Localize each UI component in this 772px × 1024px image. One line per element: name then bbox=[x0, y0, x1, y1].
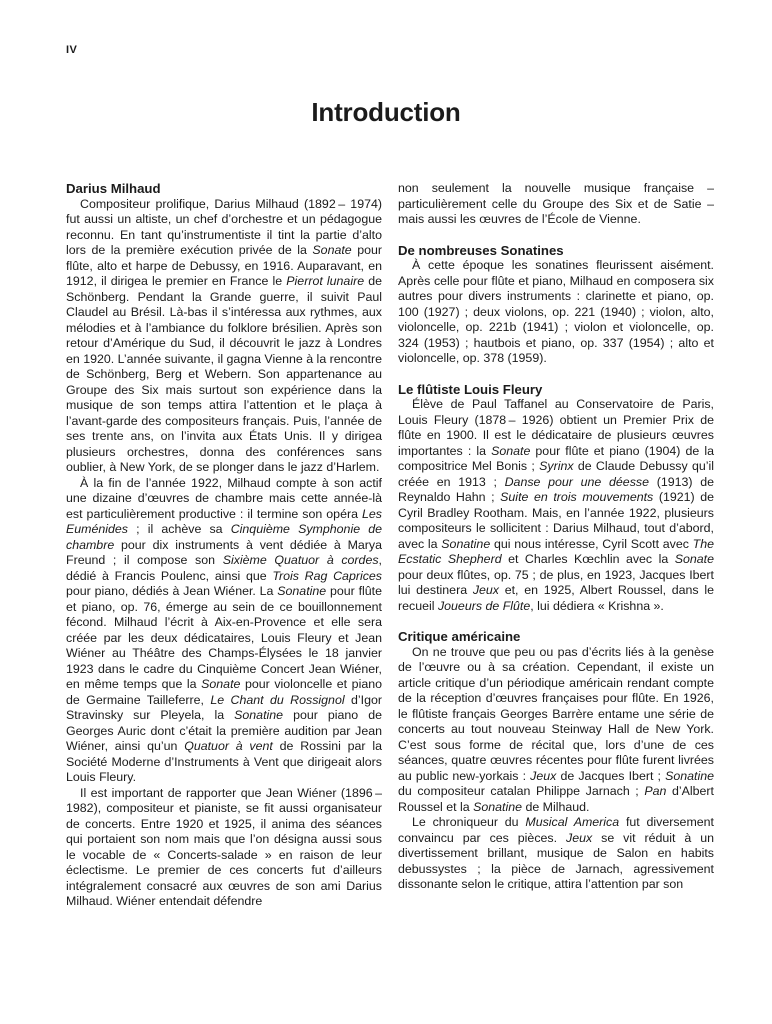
section-heading: Le flûtiste Louis Fleury bbox=[398, 381, 543, 397]
italic-text-run: Sonatine bbox=[473, 799, 522, 814]
text-run: pour dix instruments à vent dédiée à Marya Freund ; il compose son bbox=[66, 537, 382, 567]
text-run: du compositeur catalan Philippe Jarnach ; bbox=[398, 784, 645, 798]
italic-text-run: Jeux bbox=[530, 768, 557, 783]
page-number: IV bbox=[66, 44, 78, 56]
italic-text-run: Sonatine bbox=[441, 536, 491, 551]
text-run: Le chroniqueur du bbox=[412, 815, 526, 829]
italic-text-run: Pierrot lunaire bbox=[286, 274, 365, 288]
text-run: pour violoncelle et piano de Germaine Tailleferre, bbox=[66, 677, 382, 707]
paragraph bbox=[398, 397, 714, 614]
text-run: À la fin de l’année 1922, Milhaud compte à son actif une dizaine d’œuvres de chambre mais cette année-là est particulièrement productive : il termine son opéra bbox=[66, 475, 382, 521]
text-run: de Claude Debussy qu’il créée en 1913 ; bbox=[398, 459, 714, 489]
paragraph bbox=[398, 181, 714, 228]
text-run: pour piano de Georges Auric dont c’était la première audition par Jean Wiéner, ainsi qu’un bbox=[66, 708, 382, 753]
text-run: et, en 1925, Albert Roussel, dans le recueil bbox=[398, 583, 714, 613]
text-run: de Schönberg. Pendant la Grande guerre, il suivit Paul Claudel au Brésil. Là-bas il s’intéressa aux rythmes, aux mélodies et à l’ambiance du folklore brésilien. Après son retour d’Amérique du Sud, il découvrit le jazz à Londres en 1920. L’année suivante, il gagna Vienne à la rencontre de Schönberg, Berg et Webern. Son appartenance au Groupe des Six mais surtout son expérience dans la musique de son temps attira l’attention et le plaça à l’avant-garde des compositeurs français. Puis, l’année de ses trente ans, on l’invita aux États Unis. Il y dirigea plusieurs orchestres, donna des conférences sans oublier, à New York, de se plonger dans le jazz d’Harlem. bbox=[66, 274, 382, 474]
text-run: fut diversement convaincu par ces pièces. bbox=[398, 815, 714, 845]
italic-text-run: Cinquième Symphonie de chambre bbox=[66, 522, 383, 552]
text-run: de Jacques Ibert ; bbox=[556, 768, 666, 783]
text-run: pour flûte et piano (1904) de la compositrice Mel Bonis ; bbox=[398, 443, 714, 473]
text-run: de Rossini par la Société Moderne d’Instruments à Vent que dirigeait alors Louis Fleury. bbox=[66, 739, 382, 784]
text-run: pour flûte, alto et harpe de Debussy, en 1916. Auparavant, en 1912, il dirigea le premier en France le bbox=[66, 243, 382, 288]
italic-text-run: Pan bbox=[644, 784, 667, 798]
italic-text-run: Sonate bbox=[201, 677, 241, 691]
italic-text-run: Jeux bbox=[472, 583, 499, 597]
text-run: pour deux flûtes, op. 75 ; de plus, en 1923, Jacques Ibert lui destinera bbox=[398, 567, 714, 597]
italic-text-run: Joueurs de Flûte bbox=[437, 598, 531, 613]
italic-text-run: Sonatine bbox=[277, 584, 327, 598]
text-run: non seulement la nouvelle musique française – particulièrement celle du Groupe des Six et de Satie – mais aussi les œuvres de l’École de Vienne. bbox=[398, 181, 714, 226]
text-run: (1913) de Reynaldo Hahn ; bbox=[398, 474, 714, 504]
text-run: de Milhaud. bbox=[522, 799, 590, 814]
left-column bbox=[66, 181, 382, 910]
paragraph bbox=[66, 476, 382, 786]
text-run: d’Albert Roussel et la bbox=[398, 784, 714, 814]
italic-text-run: Sixième Quatuor à cordes bbox=[222, 553, 379, 567]
two-column-layout bbox=[66, 181, 714, 910]
italic-text-run: Trois Rag Caprices bbox=[272, 568, 382, 583]
text-run: , dédié à Francis Poulenc, ainsi que bbox=[66, 553, 382, 583]
italic-text-run: Le Chant du Rossignol bbox=[210, 692, 345, 707]
italic-text-run: Sonatine bbox=[234, 708, 284, 722]
text-run: (1921) de Cyril Bradley Rootham. Mais, en l’année 1922, plusieurs compositeurs le sollicitent : Darius Milhaud, tout d’abord, avec la bbox=[398, 490, 714, 551]
italic-text-run: Musical America bbox=[525, 815, 620, 829]
paragraph bbox=[66, 197, 382, 476]
italic-text-run: Sonate bbox=[674, 552, 714, 566]
text-run: se vit réduit à un divertissement brillant, musique de Salon en habits debussystes ; la pièce de Jarnach, agressivement dissonante selon le critique, attira l’attention par son bbox=[398, 830, 715, 891]
paragraph bbox=[398, 645, 714, 816]
right-column bbox=[398, 181, 714, 910]
text-run: On ne trouve que peu ou pas d’écrits liés à la genèse de l’œuvre ou à sa création. Cependant, il existe un article critique d’un périodique américain rendant compte de la réception d’œuvres françaises pour flûte. En 1926, le flûtiste français Georges Barrère entame une série de concerts au tout nouveau Steinway Hall de New York. C’est sous forme de récital que, lors d’une de ces séances, quatre œuvres récentes pour flûte furent livrées au public new-yorkais : bbox=[398, 644, 714, 783]
text-run: Compositeur prolifique, Darius Milhaud (1892 – 1974) fut aussi un altiste, un chef d’orchestre et un pédagogue reconnu. En tant qu’instrumentiste il tint la partie d’alto lors de la première exécution privée de la bbox=[66, 196, 382, 257]
italic-text-run: Sonatine bbox=[665, 768, 714, 783]
text-run: À cette époque les sonatines fleurissent aisément. Après celle pour flûte et piano, Milhaud en composera six autres pour divers instruments : clarinette et piano, op. 100 (1927) ; deux violons, op. 221 (1940) ; violon, alto, violoncelle, op. 221b (1941) ; violon et violoncelle, op. 324 (1953) ; hautbois et piano, op. 337 (1954) ; alto et violoncelle, op. 378 (1959). bbox=[398, 258, 714, 365]
text-run: d’Igor Stravinsky sur Pleyela, la bbox=[66, 692, 383, 722]
text-run: Élève de Paul Taffanel au Conservatoire de Paris, Louis Fleury (1878 – 1926) obtient un Premier Prix de flûte en 1900. Il est le dédicataire de plusieurs œuvres importantes : la bbox=[398, 397, 714, 458]
page-title: Introduction bbox=[311, 97, 461, 127]
text-run: pour piano, dédiés à Jean Wiéner. La bbox=[66, 584, 278, 598]
text-run: qui nous intéresse, Cyril Scott avec bbox=[490, 536, 693, 551]
section-heading: Darius Milhaud bbox=[66, 181, 161, 196]
italic-text-run: Quatuor à vent bbox=[184, 739, 273, 753]
paragraph bbox=[398, 258, 714, 367]
section-heading: Critique américaine bbox=[398, 629, 521, 644]
text-run: Il est important de rapporter que Jean Wiéner (1896 – 1982), compositeur et pianiste, se fit aussi organisateur de concerts. Entre 1920 et 1925, il anima des séances qui portaient son nom mais que l’on désigna aussi sous le vocable de « Concerts-salade » en raison de leur éclectisme. Le premier de ces concerts fut d’ailleurs intégralement consacré aux œuvres de son ami Darius Milhaud. Wiéner entendait défendre bbox=[66, 785, 382, 908]
italic-text-run: Danse pour une déesse bbox=[504, 474, 649, 489]
italic-text-run: The Ecstatic Shepherd bbox=[398, 536, 715, 566]
paragraph bbox=[66, 786, 382, 910]
italic-text-run: Les Euménides bbox=[66, 506, 382, 536]
text-run: et Charles Kœchlin avec la bbox=[501, 552, 675, 566]
italic-text-run: Jeux bbox=[566, 830, 593, 845]
italic-text-run: Suite en trois mouvements bbox=[500, 490, 654, 504]
text-run: ; il achève sa bbox=[128, 522, 231, 536]
italic-text-run: Syrinx bbox=[539, 459, 574, 473]
section-heading: De nombreuses Sonatines bbox=[398, 242, 564, 258]
italic-text-run: Sonate bbox=[491, 443, 531, 458]
paragraph bbox=[398, 815, 714, 893]
italic-text-run: Sonate bbox=[312, 243, 352, 257]
text-run: , lui dédiera « Krishna ». bbox=[530, 598, 664, 613]
text-run: pour flûte et piano, op. 76, émerge au sein de ce bouillonnement fécond. Milhaud l’écrit à Aix-en-Provence et elle sera créée par les deux dédicataires, Louis Fleury et Jean Wiéner au Théâtre des Champs-Élysées le 18 janvier 1923 dans le cadre du Cinquième Concert Jean Wiéner, en même temps que la bbox=[66, 584, 382, 691]
